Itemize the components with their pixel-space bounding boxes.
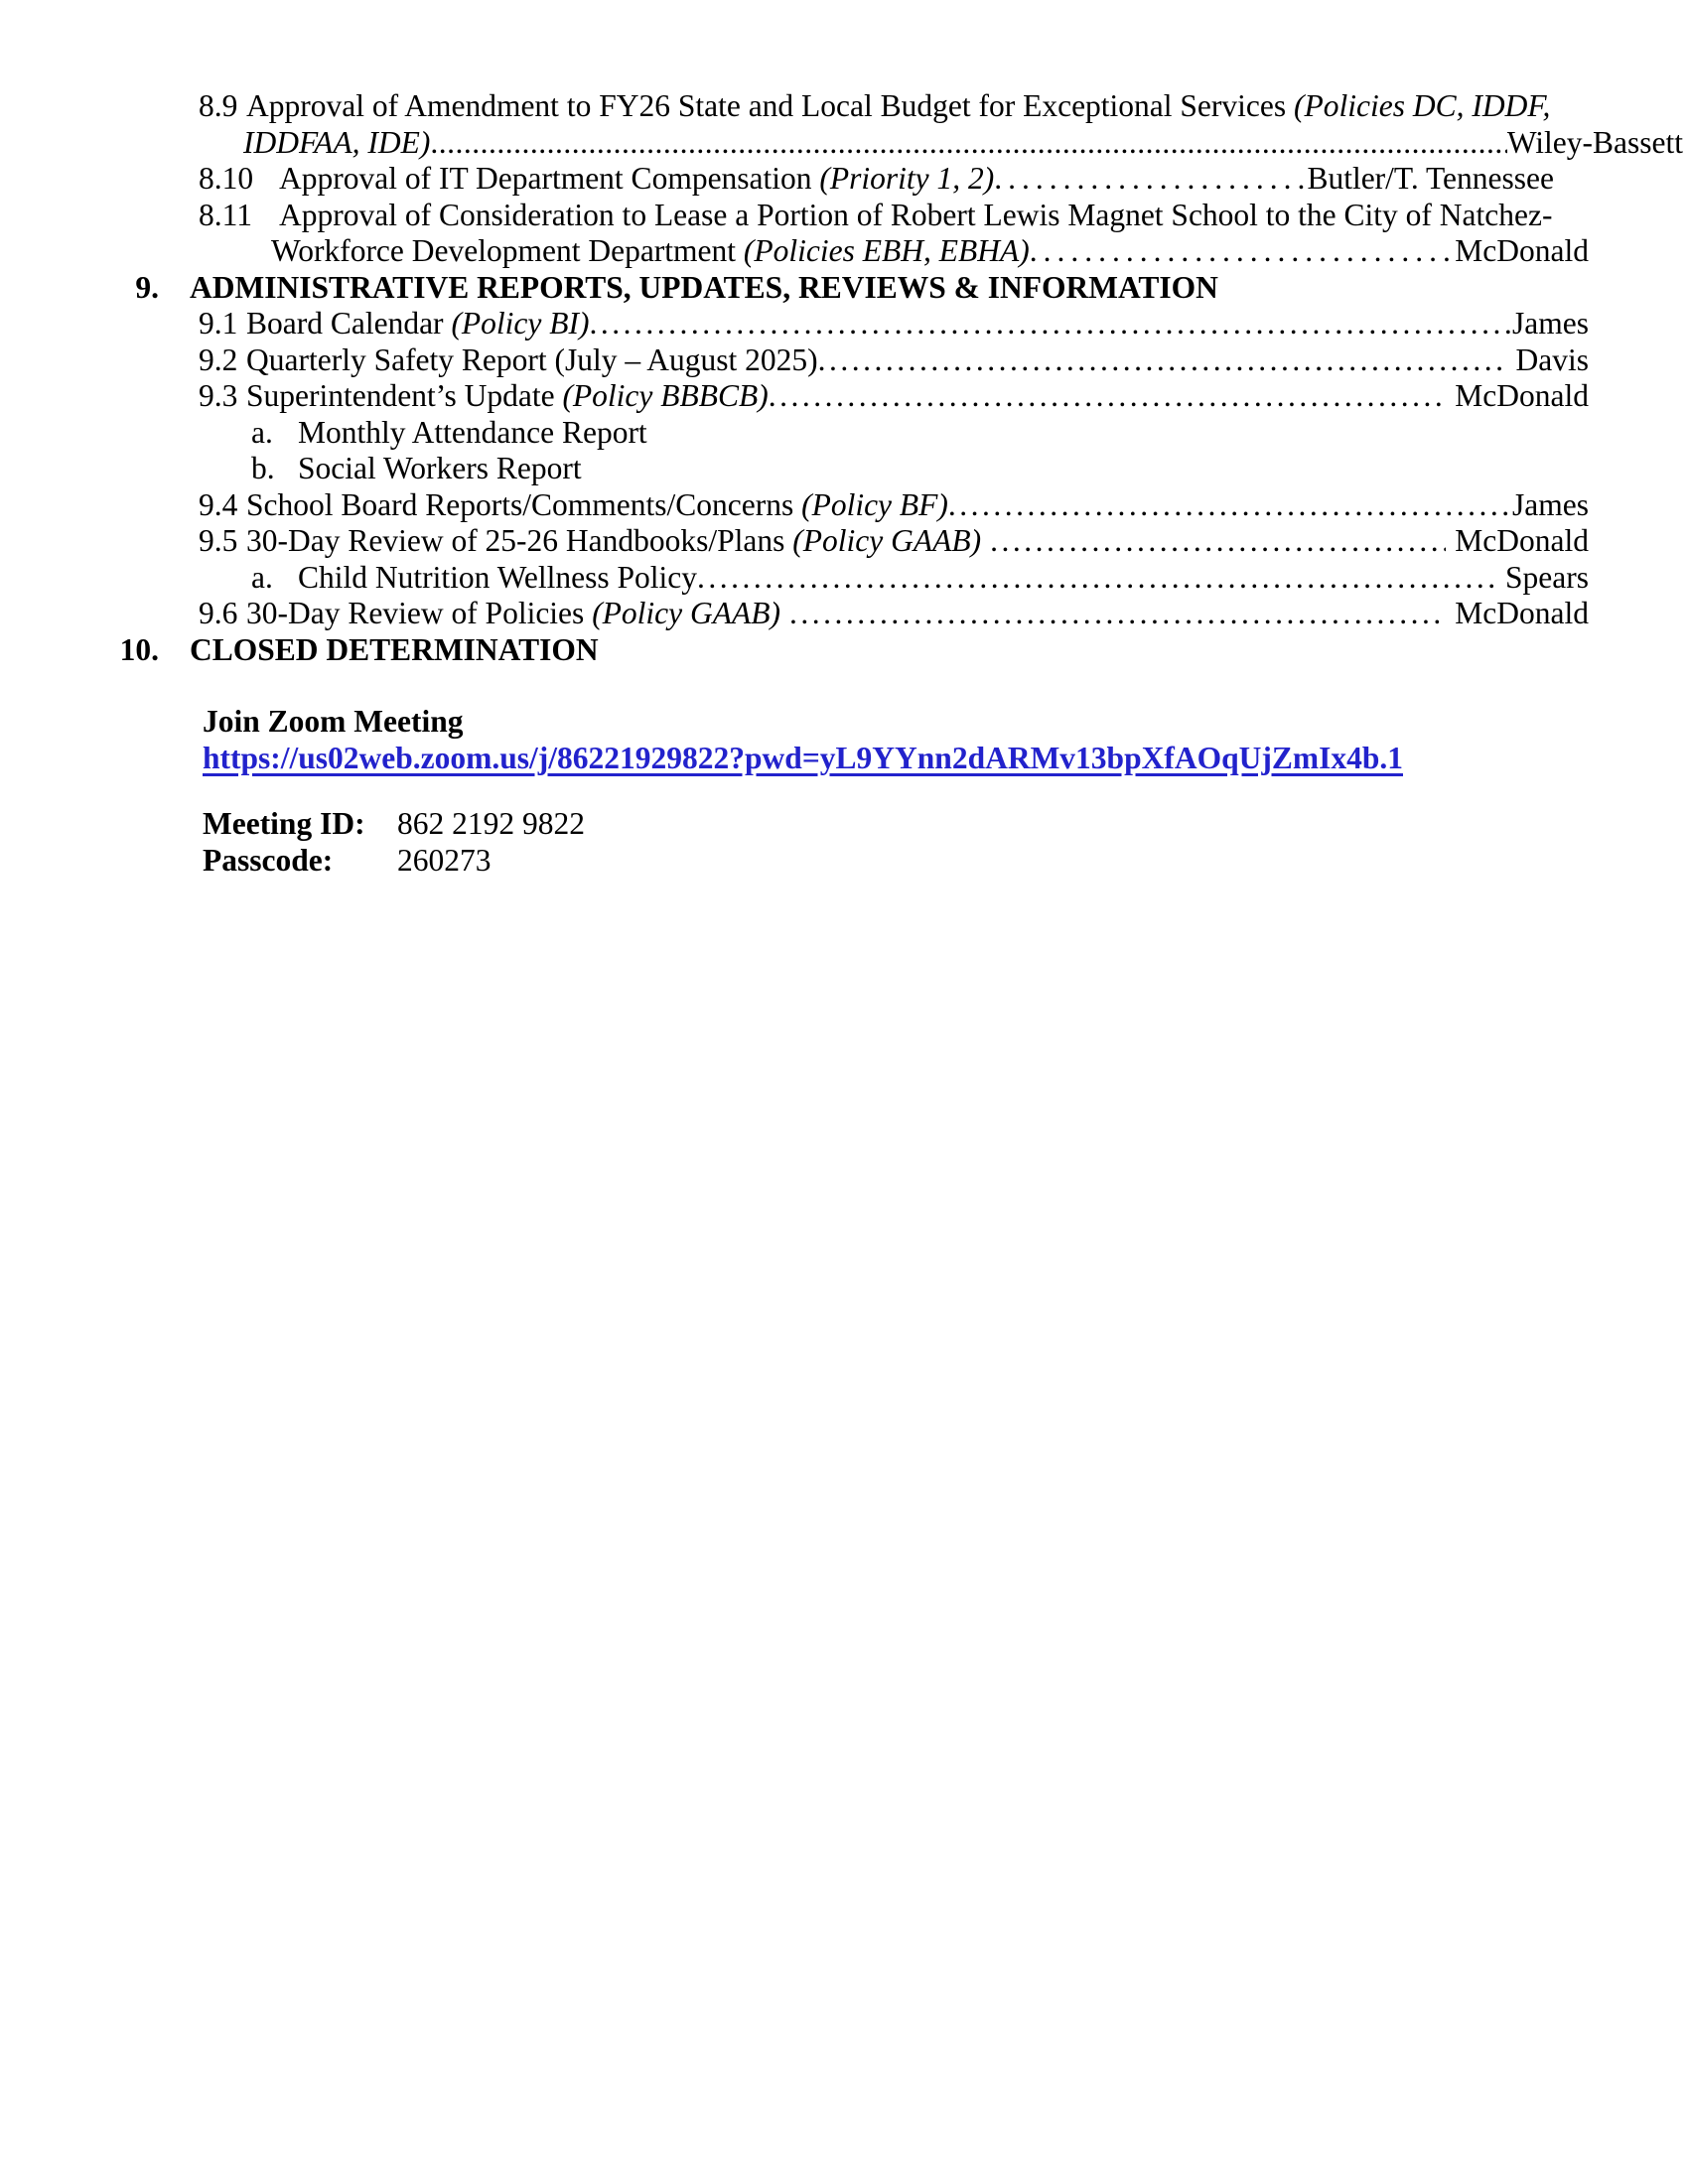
item-title: Social Workers Report <box>298 451 582 485</box>
item-number: 9.6 <box>199 596 238 630</box>
item-number: 9.3 <box>199 378 238 413</box>
item-text <box>246 523 981 560</box>
policy-reference: (Policies DC, IDDF, <box>1294 88 1551 123</box>
dot-leader <box>948 487 1512 524</box>
agenda-section-row <box>106 270 1589 307</box>
item-title: 30-Day Review of Policies <box>246 596 593 630</box>
dot-leader <box>697 560 1496 597</box>
agenda-row <box>199 596 1589 632</box>
policy-reference: (Policy BI) <box>451 306 590 341</box>
item-text <box>271 233 1030 270</box>
item-text: ADMINISTRATIVE REPORTS, UPDATES, REVIEWS & INFORMATION <box>190 269 1218 305</box>
agenda-row <box>199 523 1589 560</box>
item-title: Approval of Consideration to Lease a Portion of Robert Lewis Magnet School to the City of Natchez- <box>279 197 1553 232</box>
item-title: Board Calendar <box>246 306 452 341</box>
agenda-row <box>199 306 1589 342</box>
agenda-row <box>199 487 1589 524</box>
item-text <box>246 487 948 524</box>
dot-leader <box>818 342 1507 379</box>
item-title: Superintendent’s Update <box>246 378 563 413</box>
item-title: Workforce Development Department <box>271 233 744 268</box>
item-number: 9. <box>135 269 159 305</box>
item-text <box>246 596 780 632</box>
policy-reference: (Policy BBBCB) <box>562 378 769 413</box>
policy-reference: (Priority 1, 2) <box>819 161 995 196</box>
zoom-meeting-info <box>203 704 1688 879</box>
item-text: CLOSED DETERMINATION <box>190 631 599 667</box>
item-title: Approval of Amendment to FY26 State and Local Budget for Exceptional Services <box>246 88 1295 123</box>
agenda-row <box>243 125 1683 162</box>
item-text <box>298 451 582 487</box>
meeting-id-label: Meeting ID: <box>203 806 365 841</box>
dot-leader <box>789 596 1446 632</box>
dot-leader <box>769 378 1447 415</box>
item-text <box>246 88 1550 125</box>
dot-leader <box>430 125 1506 162</box>
passcode-value: 260273 <box>397 842 492 878</box>
item-title: 30-Day Review of 25-26 Handbooks/Plans <box>246 523 793 558</box>
item-text <box>279 161 994 198</box>
item-number: 9.4 <box>199 486 238 522</box>
agenda-row <box>199 198 1589 234</box>
item-number: a. <box>251 559 273 595</box>
dot-leader <box>1030 233 1456 270</box>
item-text <box>246 342 818 379</box>
policy-reference: (Policies EBH, EBHA) <box>743 233 1030 268</box>
agenda-section-row <box>106 632 1589 669</box>
responsible-person: McDonald <box>1455 233 1589 268</box>
meeting-credentials <box>203 806 1688 879</box>
item-number: 8.9 <box>199 88 238 123</box>
dot-leader <box>589 306 1512 342</box>
item-number: a. <box>251 414 273 450</box>
agenda-row <box>199 378 1589 415</box>
policy-reference: (Policy GAAB) <box>792 523 982 558</box>
agenda-list <box>0 88 1688 668</box>
item-text <box>298 415 647 452</box>
item-title: School Board Reports/Comments/Concerns <box>246 486 802 522</box>
item-text <box>243 125 430 162</box>
item-number: 8.10 <box>199 161 254 196</box>
item-number: 10. <box>119 631 159 667</box>
item-text <box>298 560 697 597</box>
meeting-id-row <box>203 806 1688 843</box>
responsible-person: Wiley-Bassett <box>1506 124 1683 160</box>
item-number: 9.5 <box>199 523 238 558</box>
join-zoom-heading: Join Zoom Meeting <box>203 704 464 739</box>
responsible-person: James <box>1512 486 1589 522</box>
passcode-row <box>203 843 1688 880</box>
item-number: 9.2 <box>199 341 238 377</box>
item-number: b. <box>251 451 275 485</box>
agenda-row <box>251 451 1589 487</box>
item-text <box>246 378 769 415</box>
policy-reference: (Policy GAAB) <box>592 596 780 630</box>
passcode-label: Passcode: <box>203 842 334 878</box>
item-number: 9.1 <box>199 306 238 341</box>
dot-leader <box>990 523 1446 560</box>
policy-reference: (Policy BF) <box>801 486 948 522</box>
responsible-person: James <box>1512 306 1589 341</box>
item-text <box>246 306 589 342</box>
agenda-row <box>199 161 1554 198</box>
item-title: Monthly Attendance Report <box>298 414 647 450</box>
dot-leader <box>994 161 1307 198</box>
policy-reference: IDDFAA, IDE) <box>243 124 431 160</box>
agenda-row <box>199 88 1589 125</box>
item-title: Quarterly Safety Report (July – August 2025) <box>246 341 818 377</box>
meeting-id-value: 862 2192 9822 <box>397 806 585 841</box>
responsible-person: Davis <box>1515 341 1589 377</box>
agenda-row <box>251 560 1589 597</box>
agenda-row <box>271 233 1589 270</box>
responsible-person: McDonald <box>1455 596 1589 630</box>
agenda-row <box>251 415 1589 452</box>
zoom-meeting-link[interactable]: https://us02web.zoom.us/j/86221929822?pwd=yL9YYnn2dARMv13bpXfAOqUjZmIx4b.1 <box>203 740 1403 775</box>
responsible-person: Butler/T. Tennessee <box>1307 161 1554 196</box>
responsible-person: McDonald <box>1455 523 1589 558</box>
agenda-row <box>199 342 1589 379</box>
responsible-person: Spears <box>1505 559 1589 595</box>
responsible-person: McDonald <box>1455 378 1589 413</box>
item-title: Child Nutrition Wellness Policy <box>298 559 698 595</box>
item-number: 8.11 <box>199 197 252 232</box>
item-title: Approval of IT Department Compensation <box>279 161 820 196</box>
item-text <box>279 198 1552 234</box>
